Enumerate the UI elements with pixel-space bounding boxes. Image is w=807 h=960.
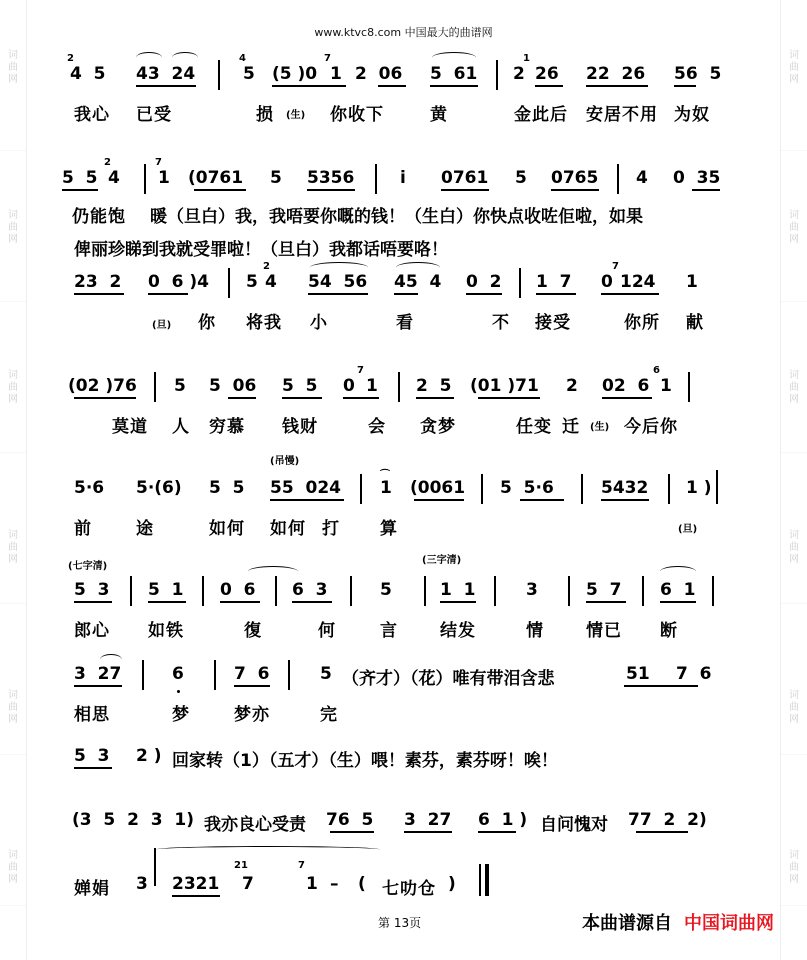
note-group: (5 )0 bbox=[272, 64, 318, 84]
note-group: 43 24 bbox=[136, 64, 196, 84]
lyric: 看 bbox=[396, 313, 414, 333]
section-mark: (七字清) bbox=[68, 561, 108, 572]
note-group: 76 5 bbox=[326, 810, 374, 830]
note-group: 5 bbox=[380, 580, 392, 600]
lyric: 损 bbox=[256, 105, 274, 125]
note-group: 0765 bbox=[551, 168, 599, 188]
lyric: 迁 bbox=[562, 417, 580, 437]
note-group: (0761 bbox=[188, 168, 244, 188]
left-watermark-strip bbox=[0, 0, 27, 960]
note-group: 45 4 bbox=[394, 272, 442, 292]
note-group: 5 5·6 bbox=[500, 478, 554, 498]
note-group: 7 6 bbox=[676, 664, 712, 684]
lyric: 你 bbox=[198, 313, 216, 333]
note-group: 1 bbox=[306, 874, 318, 894]
page-number: 第 13页 bbox=[378, 916, 422, 930]
spoken-line: 俾丽珍睇到我就受罪啦！（旦白）我都话唔要咯！ bbox=[74, 240, 448, 260]
note-group: 5 bbox=[243, 64, 255, 84]
note-group: 2 bbox=[566, 376, 578, 396]
lyric: 接受 bbox=[535, 313, 571, 333]
note-group: 5 bbox=[270, 168, 282, 188]
lyric: 完 bbox=[320, 705, 338, 725]
note-group: 3 27 bbox=[74, 664, 122, 684]
lyric: 今后你 bbox=[624, 417, 678, 437]
note-group: 22 26 bbox=[586, 64, 646, 84]
lyric: 穷慕 bbox=[209, 417, 245, 437]
note-group: (0061 bbox=[410, 478, 466, 498]
watermark-mark: 词 曲 网 bbox=[8, 530, 18, 565]
lyric: 暖（旦白）我，我唔要你嘅的钱！（生白）你快点收咗佢啦，如果 bbox=[150, 207, 643, 227]
lyric: 金此后 bbox=[514, 105, 568, 125]
lyric: 献 bbox=[686, 313, 704, 333]
note-group: 5 5 bbox=[209, 478, 245, 498]
note-group: 5 1 bbox=[148, 580, 184, 600]
lyric: 我心 bbox=[74, 105, 110, 125]
lyric: 莫道 bbox=[112, 417, 148, 437]
watermark-mark: 词 曲 网 bbox=[8, 850, 18, 885]
note-group: 5432 bbox=[601, 478, 649, 498]
note-group: 5 5 bbox=[62, 168, 98, 188]
note-group: – bbox=[330, 874, 339, 894]
note-group: 2321 bbox=[172, 874, 220, 894]
watermark-mark: 词 曲 网 bbox=[8, 50, 18, 85]
note-group: 3 27 bbox=[404, 810, 452, 830]
note-group: 5 06 bbox=[209, 376, 257, 396]
note-group: 5 7 bbox=[586, 580, 622, 600]
note-group: 5 bbox=[174, 376, 186, 396]
lyric: 会 bbox=[368, 417, 386, 437]
watermark-mark: 词 曲 网 bbox=[8, 690, 18, 725]
note-group: 1 bbox=[366, 376, 378, 396]
lyric: 任变 bbox=[516, 417, 552, 437]
note-group: 5·(6) bbox=[136, 478, 182, 498]
lyric: 婵娟 bbox=[74, 879, 110, 899]
lyric: 何 bbox=[318, 621, 336, 641]
lyric: 情已 bbox=[586, 621, 622, 641]
note-group: (02 )76 bbox=[68, 376, 137, 396]
lyric: 言 bbox=[380, 621, 398, 641]
spoken-line: 自问愧对 bbox=[540, 815, 608, 835]
note-group: 6 bbox=[172, 664, 184, 684]
note-group: 1 ) bbox=[686, 478, 712, 498]
note-group: 0 bbox=[343, 376, 355, 396]
note-group: 0 6 bbox=[220, 580, 256, 600]
note-group: 6 1 ) bbox=[478, 810, 528, 830]
note-group: 6 1 bbox=[660, 580, 696, 600]
lyric: 前 bbox=[74, 519, 92, 539]
watermark-mark: 词 曲 网 bbox=[8, 210, 18, 245]
note-group: 5·6 bbox=[74, 478, 105, 498]
note-group: 55 024 bbox=[270, 478, 341, 498]
tempo-mark: (吊慢) bbox=[270, 456, 300, 467]
watermark-mark: 词 曲 网 bbox=[789, 210, 799, 245]
page-header: www.ktvc8.com 中国最大的曲谱网 bbox=[314, 26, 493, 39]
lyric: 钱财 bbox=[282, 417, 318, 437]
note-group: 5356 bbox=[307, 168, 355, 188]
note-group: 1 bbox=[660, 376, 672, 396]
note-group: (3 5 2 3 1) bbox=[72, 810, 195, 830]
note-group: ) bbox=[448, 874, 456, 894]
note-group: 5 bbox=[515, 168, 527, 188]
watermark-mark: 词 曲 网 bbox=[8, 370, 18, 405]
section-mark: (三字清) bbox=[422, 555, 462, 566]
note-group: 124 bbox=[620, 272, 656, 292]
lyric: 小 bbox=[310, 313, 328, 333]
note-group: 4 bbox=[636, 168, 648, 188]
lyric: 復 bbox=[244, 621, 262, 641]
lyric-role: (旦) bbox=[152, 320, 172, 331]
note-group: 4 bbox=[265, 272, 277, 292]
lyric: 结发 bbox=[440, 621, 476, 641]
lyric: 断 bbox=[660, 621, 678, 641]
note-group: 0 35 bbox=[673, 168, 721, 188]
lyric: 安居不用 bbox=[586, 105, 658, 125]
source-site: 中国词曲网 bbox=[684, 913, 774, 934]
note-group: 5 3 bbox=[74, 746, 110, 766]
note-group: 6 3 bbox=[292, 580, 328, 600]
note-group: 56 5 bbox=[674, 64, 722, 84]
note-group: 51 bbox=[626, 664, 650, 684]
note-group: 3 bbox=[136, 874, 148, 894]
lyric-role: (旦) bbox=[678, 524, 698, 535]
note-group: 4 bbox=[108, 168, 120, 188]
note-group: 2 06 bbox=[355, 64, 403, 84]
note-group: 7 6 bbox=[234, 664, 270, 684]
note-group: i bbox=[400, 168, 406, 188]
note-group: 1 bbox=[158, 168, 170, 188]
lyric: 将我 bbox=[246, 313, 282, 333]
note-group: 5 5 bbox=[282, 376, 318, 396]
right-watermark-strip bbox=[780, 0, 807, 960]
lyric-role: (生) bbox=[590, 422, 610, 433]
watermark-mark: 词 曲 网 bbox=[789, 530, 799, 565]
note-group: 5 3 bbox=[74, 580, 110, 600]
note-group: 0 6 )4 bbox=[148, 272, 210, 292]
lyric: 算 bbox=[380, 519, 398, 539]
note-group: 54 56 bbox=[308, 272, 368, 292]
note-group: (01 )71 bbox=[470, 376, 539, 396]
note-group: 23 2 bbox=[74, 272, 122, 292]
note-group: 0761 bbox=[441, 168, 489, 188]
note-group: 4 5 bbox=[70, 64, 106, 84]
lyric: 黄 bbox=[430, 105, 448, 125]
lyric-role: (生) bbox=[286, 110, 306, 121]
lyric: 人 bbox=[172, 417, 190, 437]
lyric: 为奴 bbox=[674, 105, 710, 125]
lyric: 相思 bbox=[74, 705, 110, 725]
lyric: 如铁 bbox=[148, 621, 184, 641]
lyric: 仍能饱 bbox=[72, 207, 126, 227]
note-group: 1 1 bbox=[440, 580, 476, 600]
lyric: 如何 bbox=[209, 519, 245, 539]
note-group: 77 2 2) bbox=[628, 810, 707, 830]
note-group: 5 bbox=[320, 664, 332, 684]
lyric: 郎心 bbox=[74, 621, 110, 641]
note-group: 26 bbox=[535, 64, 559, 84]
spoken-line: 我亦良心受责 bbox=[204, 815, 306, 835]
note-group: 5 bbox=[246, 272, 258, 292]
note-group: 1 7 bbox=[536, 272, 572, 292]
lyric: 贪梦 bbox=[420, 417, 456, 437]
note-group: 0 bbox=[601, 272, 613, 292]
lyric: 打 bbox=[322, 519, 340, 539]
note-group: 2 bbox=[513, 64, 525, 84]
lyric: 梦亦 bbox=[234, 705, 270, 725]
lyric: 已受 bbox=[136, 105, 172, 125]
lyric: 你所 bbox=[624, 313, 660, 333]
watermark-mark: 词 曲 网 bbox=[789, 370, 799, 405]
spoken-line: 回家转（1）（五才）（生）喂！素芬，素芬呀！唉！ bbox=[172, 751, 558, 771]
source-label: 本曲谱源自 bbox=[582, 913, 672, 934]
watermark-mark: 词 曲 网 bbox=[789, 850, 799, 885]
note-group: 2 5 bbox=[416, 376, 452, 396]
note-group: 02 6 bbox=[602, 376, 650, 396]
note-group: 1 bbox=[380, 478, 392, 498]
lyric: 如何 bbox=[270, 519, 306, 539]
note-group: 1 bbox=[686, 272, 698, 292]
lyric: 情 bbox=[526, 621, 544, 641]
spoken-line: （齐才）（花）唯有带泪含悲 bbox=[342, 669, 555, 689]
note-group: 2 ) bbox=[136, 746, 162, 766]
note-group: 3 bbox=[526, 580, 538, 600]
watermark-mark: 词 曲 网 bbox=[789, 50, 799, 85]
note-group: ( bbox=[358, 874, 366, 894]
lyric: 你收下 bbox=[330, 105, 384, 125]
note-group: 1 bbox=[330, 64, 342, 84]
lyric: 途 bbox=[136, 519, 154, 539]
watermark-mark: 词 曲 网 bbox=[789, 690, 799, 725]
note-group: 0 2 bbox=[466, 272, 502, 292]
lyric: 梦 bbox=[172, 705, 190, 725]
lyric: 七叻仓 bbox=[382, 879, 436, 899]
note-group: 5 61 bbox=[430, 64, 478, 84]
note-group: 7 bbox=[242, 874, 254, 894]
lyric: 不 bbox=[492, 313, 510, 333]
